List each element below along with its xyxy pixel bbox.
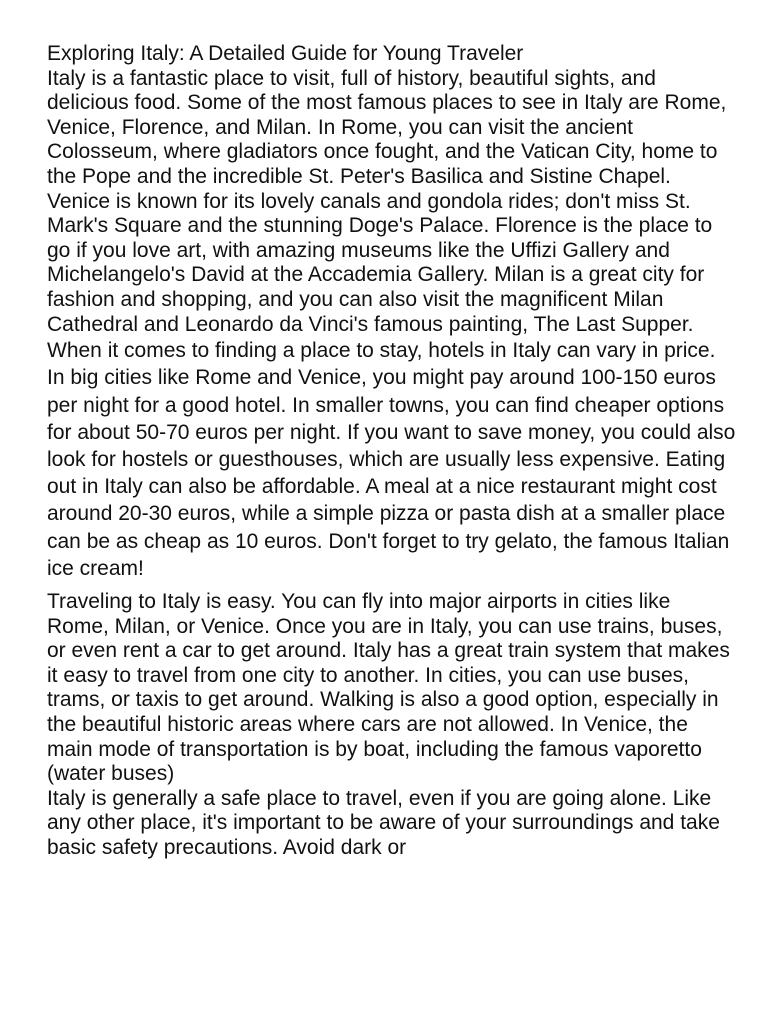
paragraph-accommodation-food: When it comes to finding a place to stay, hotels in Italy can vary in price. In big cities like Rome and Venice, you might pay around 100-150 euros per night for a good hotel. In smaller towns, you can find cheaper options for about 50-70 euros per night. If you want to save money, you could also look for hostels or guesthouses, which are usually less expensive. Eating out in Italy can also be affordable. A meal at a nice restaurant might cost around 20-30 euros, while a simple pizza or pasta dish at a smaller place can be as cheap as 10 euros. Don't forget to try gelato, the famous Italian ice cream! [47,339,736,580]
document-page [47,42,737,860]
document-title: Exploring Italy: A Detailed Guide for Young Traveler [47,42,524,65]
paragraph-safety: Italy is generally a safe place to travel, even if you are going alone. Like any other place, it's important to be aware of your surroundings and take basic safety precautions. Avoid dark or [47,786,720,859]
paragraph-transportation: Traveling to Italy is easy. You can fly into major airports in cities like Rome, Milan, or Venice. Once you are in Italy, you can use trains, buses, or even rent a car to get around. Italy has a great train system that makes it easy to travel from one city to another. In cities, you can use buses, trams, or taxis to get around. Walking is also a good option, especially in the beautiful historic areas where cars are not allowed. In Venice, the main mode of transportation is by boat, including the famous vaporetto (water buses) [47,589,730,786]
paragraph-attractions: Italy is a fantastic place to visit, full of history, beautiful sights, and delicious food. Some of the most famous places to see in Italy are Rome, Venice, Florence, and Milan. In Rome, you can visit the ancient Colosseum, where gladiators once fought, and the Vatican City, home to the Pope and the incredible St. Peter's Basilica and Sistine Chapel. Venice is known for its lovely canals and gondola rides; don't miss St. Mark's Square and the stunning Doge's Palace. Florence is the place to go if you love art, with amazing museums like the Uffizi Gallery and Michelangelo's David at the Accademia Gallery. Milan is a great city for fashion and shopping, and you can also visit the magnificent Milan Cathedral and Leonardo da Vinci's famous painting, The Last Supper. [47,66,727,336]
